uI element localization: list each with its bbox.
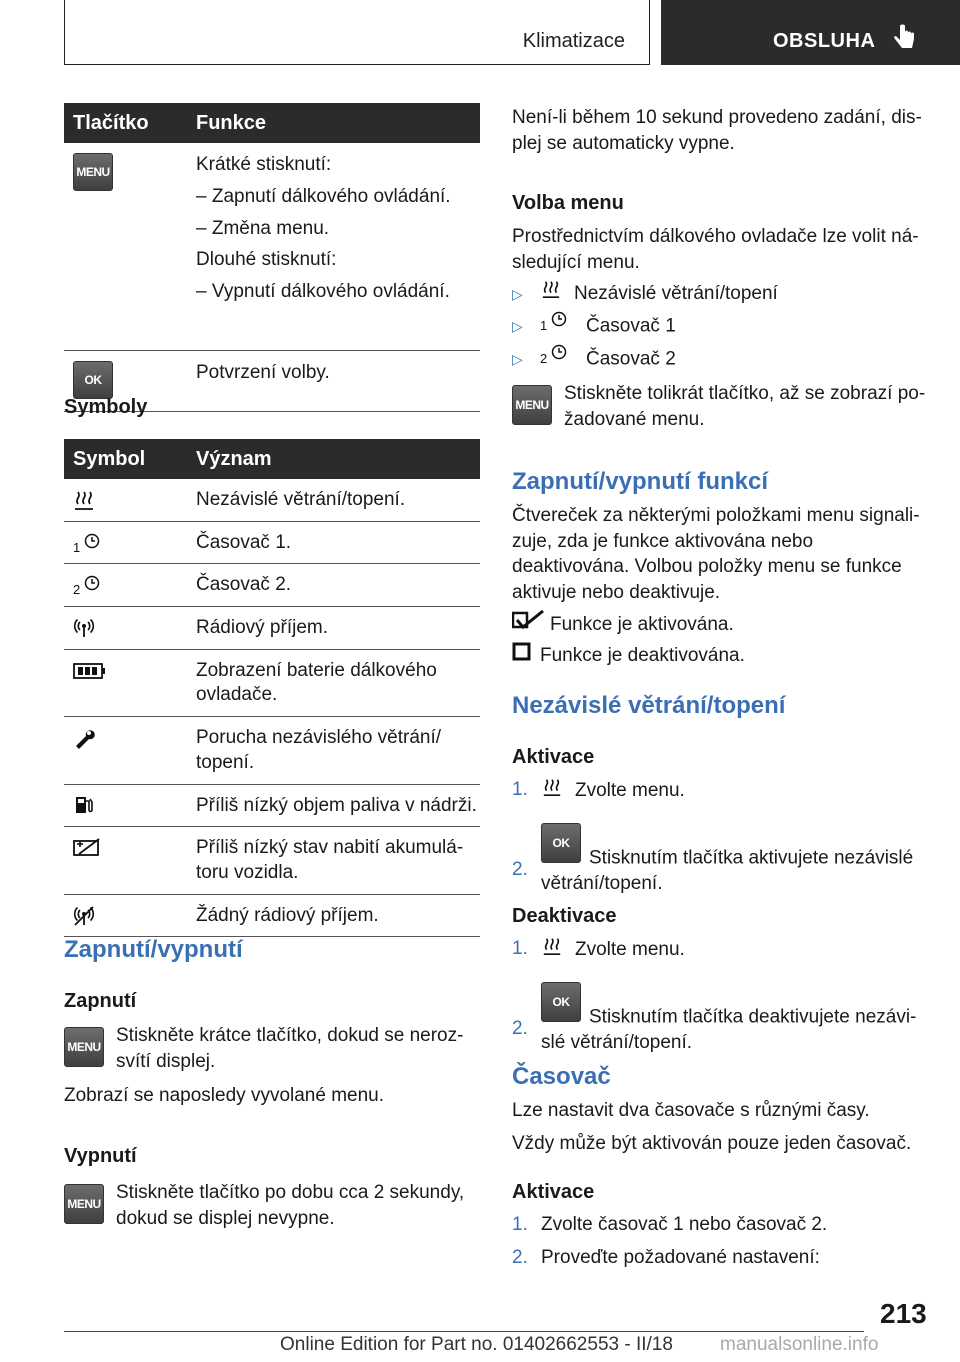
symbol-meaning: Časovač 2.: [187, 564, 480, 607]
function-active-text: Funkce je aktivována.: [550, 614, 734, 636]
timer-2-icon: [540, 343, 586, 376]
hand-pointer-icon: [893, 24, 915, 57]
step-text: Stisknutím tlačítka aktivujete nezávislé větrání/topení.: [541, 847, 914, 894]
on-text: Stiskněte krátce tlačítko, dokud se neroz- svítí displej.: [116, 1025, 464, 1072]
function-inactive-text: Funkce je deaktivována.: [540, 645, 745, 667]
symbol-meaning: Žádný rádiový příjem.: [187, 894, 480, 937]
activation-steps: [512, 777, 928, 896]
menu-key-icon: MENU: [73, 153, 113, 191]
step-text: Zvolte menu.: [575, 779, 685, 801]
button-function-table: [64, 103, 480, 412]
off-instruction: [64, 1180, 480, 1231]
menu-key-icon: MENU: [64, 1027, 104, 1067]
step-text: Proveďte požadované nastavení:: [541, 1246, 820, 1268]
list-item: [512, 278, 928, 310]
heating-ventilation-icon: [541, 936, 575, 964]
step-number: 2.: [512, 1017, 528, 1039]
table-row: [64, 894, 480, 937]
timer-index: 1: [73, 539, 81, 554]
step-text: Zvolte časovač 1 nebo časovač 2.: [541, 1214, 828, 1235]
symbol-meaning: Příliš nízký stav nabití akumulá- toru vozidla.: [187, 827, 480, 894]
function-line: – Změna menu.: [196, 217, 330, 239]
ok-key-icon: OK: [73, 361, 113, 399]
radio-signal-icon: [73, 617, 103, 639]
triangle-bullet-icon: ▷: [512, 286, 523, 302]
menu-item-label: Časovač 1: [586, 315, 676, 337]
list-item: [512, 936, 928, 964]
heating-ventilation-icon: [541, 777, 575, 805]
step-number: 1.: [512, 938, 528, 959]
step-number: 1.: [512, 779, 528, 800]
functions-heading: Zapnutí/vypnutí funkcí: [512, 468, 768, 495]
menu-key-icon: MENU: [512, 385, 552, 425]
timer-steps: [512, 1212, 928, 1270]
list-item: [512, 777, 928, 805]
empty-box-icon: [512, 642, 540, 670]
menu-item-label: Časovač 2: [586, 348, 676, 370]
function-line: Dlouhé stisknutí:: [196, 249, 337, 271]
table-row: [64, 521, 480, 564]
table-row: [64, 479, 480, 521]
table-row: [64, 827, 480, 894]
function-line: Krátké stisknutí:: [196, 154, 332, 175]
list-item: [512, 976, 928, 1056]
timer-1-icon: [540, 310, 586, 343]
menu-text: Prostřednictvím dálkového ovladače lze volit ná- sledující menu.: [512, 226, 919, 273]
timer-index: 1: [540, 318, 548, 333]
on-off-heading: Zapnutí/vypnutí: [64, 936, 243, 963]
timer-index: 2: [540, 351, 548, 366]
symbols-heading: Symboly: [64, 396, 148, 418]
activation-heading: Aktivace: [512, 746, 595, 768]
menu-list: [512, 278, 928, 376]
section-title: Klimatizace: [522, 30, 625, 52]
list-item: [512, 343, 928, 376]
symbol-table: [64, 439, 480, 937]
on-after-text: Zobrazí se naposledy vyvolané menu.: [64, 1085, 385, 1106]
table-row: [64, 717, 480, 784]
table-row: [64, 607, 480, 650]
symbol-meaning: Porucha nezávislého větrání/ topení.: [187, 717, 480, 784]
timer-activation-heading: Aktivace: [512, 1181, 595, 1203]
symbol-meaning: Zobrazení baterie dálkového ovladače.: [187, 649, 480, 716]
chapter-tab-label: OBSLUHA: [773, 30, 876, 52]
on-instruction: [64, 1023, 480, 1074]
function-inactive-line: [512, 642, 745, 670]
triangle-bullet-icon: ▷: [512, 351, 523, 368]
timer-text-1: Lze nastavit dva časovače s různými časy.: [512, 1100, 870, 1121]
table-row: [64, 649, 480, 716]
heating-ventilation-icon: [73, 489, 103, 511]
off-text: Stiskněte tlačítko po dobu cca 2 sekundy, dokud se displej nevypne.: [116, 1182, 465, 1229]
function-line: Potvrzení volby.: [196, 361, 330, 383]
function-line: – Zapnutí dálkového ovládání.: [196, 185, 451, 207]
menu-heading: Volba menu: [512, 192, 624, 214]
step-number: 2.: [512, 858, 528, 880]
step-number: 2.: [512, 1246, 528, 1268]
timer-1-icon: [73, 532, 103, 554]
symbol-meaning: Nezávislé větrání/topení.: [187, 479, 480, 521]
ok-key-icon: OK: [541, 982, 581, 1022]
list-item: [512, 1212, 928, 1238]
table-row: [64, 564, 480, 607]
on-heading: Zapnutí: [64, 990, 137, 1012]
battery-icon: [73, 660, 103, 682]
no-radio-signal-icon: [73, 905, 103, 927]
symbol-meaning: Časovač 1.: [187, 521, 480, 564]
function-line: – Vypnutí dálkového ovládání.: [196, 281, 450, 302]
table-header-meaning: Význam: [187, 439, 480, 479]
table-row: [64, 143, 480, 350]
menu-key-instruction: [512, 381, 928, 432]
fuel-pump-icon: [73, 794, 103, 816]
off-heading: Vypnutí: [64, 1145, 137, 1167]
table-header-symbol: Symbol: [64, 439, 187, 479]
symbol-meaning: Rádiový příjem.: [187, 607, 480, 650]
list-item: [512, 817, 928, 897]
table-header-function: Funkce: [187, 103, 480, 143]
chapter-tab: [661, 0, 960, 65]
ventilation-heading: Nezávislé větrání/topení: [512, 692, 786, 719]
menu-key-icon: MENU: [64, 1184, 104, 1224]
table-row: [64, 784, 480, 827]
wrench-icon: [73, 727, 103, 749]
intro-text: Není-li během 10 sekund provedeno zadání, dis- plej se automaticky vypne.: [512, 107, 922, 154]
step-text: Stisknutím tlačítka deaktivujete nezávi- slé větrání/topení.: [541, 1006, 917, 1053]
table-header-button: Tlačítko: [64, 103, 187, 143]
page-number: 213: [880, 1298, 927, 1329]
header-box: [64, 0, 650, 65]
checked-box-icon: [512, 610, 550, 640]
edition-text: Online Edition for Part no. 01402662553 - II/18: [280, 1334, 673, 1355]
timer-index: 2: [73, 582, 81, 597]
menu-item-label: Nezávislé větrání/topení: [574, 283, 778, 305]
heating-ventilation-icon: [540, 278, 574, 310]
step-text: Zvolte menu.: [575, 938, 685, 960]
menu-key-text: Stiskněte tolikrát tlačítko, až se zobrazí po- žadované menu.: [564, 383, 926, 430]
list-item: [512, 310, 928, 343]
timer-2-icon: [73, 574, 103, 596]
footer-divider: [64, 1331, 864, 1332]
function-active-line: [512, 610, 734, 640]
vehicle-battery-low-icon: [73, 837, 103, 859]
step-number: 1.: [512, 1214, 528, 1235]
functions-text: Čtvereček za některými položkami menu signali- zuje, zda je funkce aktivována nebo deaktivována. Volbou položky menu se funkce aktivuje nebo deaktivuje.: [512, 505, 920, 603]
ok-key-icon: OK: [541, 823, 581, 863]
timer-heading: Časovač: [512, 1063, 611, 1090]
watermark: manualsonline.info: [720, 1334, 879, 1355]
deactivation-steps: [512, 936, 928, 1055]
symbol-meaning: Příliš nízký objem paliva v nádrži.: [187, 784, 480, 827]
triangle-bullet-icon: ▷: [512, 318, 523, 335]
list-item: [512, 1245, 928, 1271]
timer-text-2: Vždy může být aktivován pouze jeden časovač.: [512, 1133, 912, 1154]
deactivation-heading: Deaktivace: [512, 905, 617, 927]
